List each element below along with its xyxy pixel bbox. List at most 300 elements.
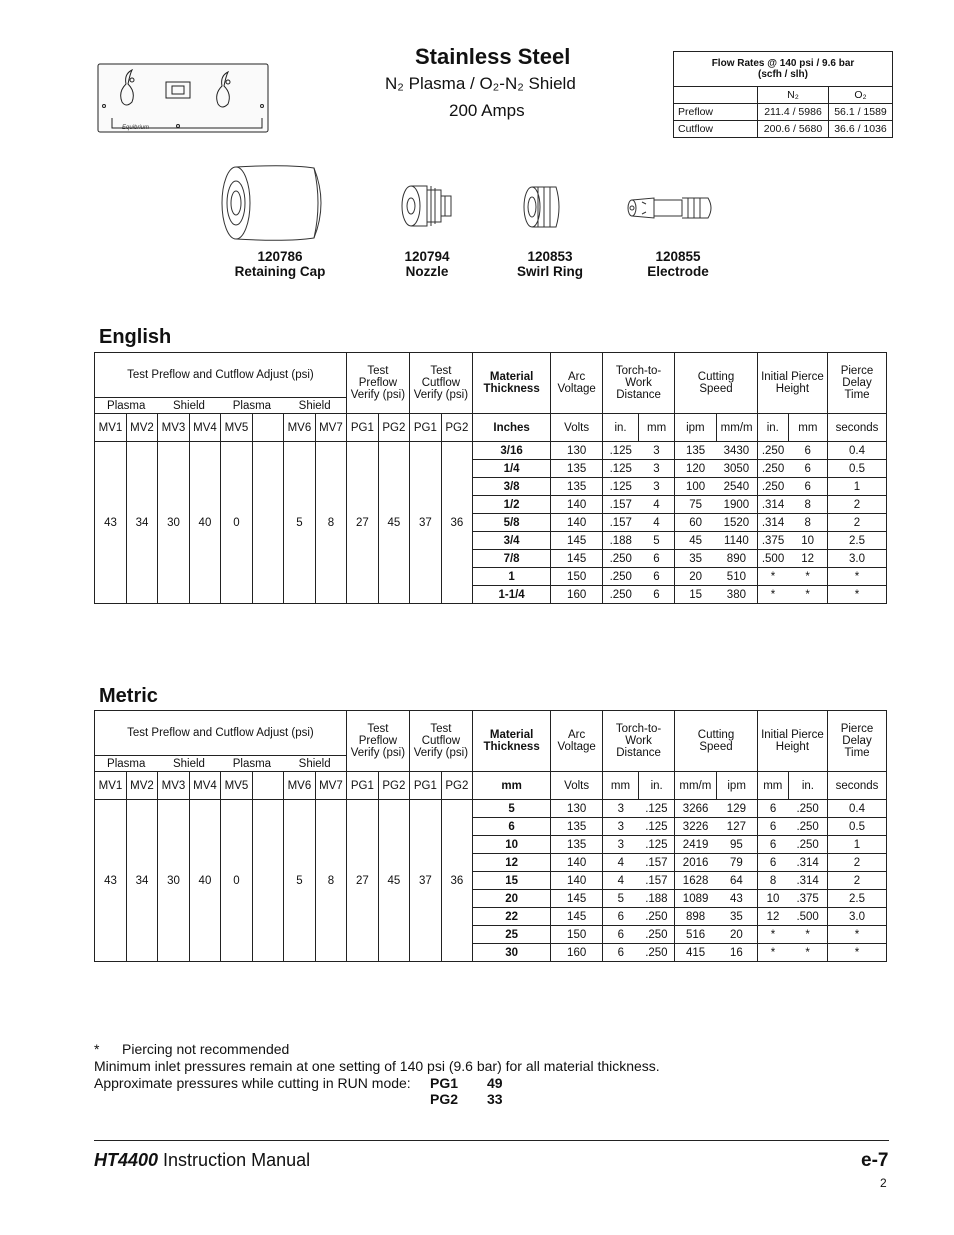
header-cutting-speed <box>675 711 758 772</box>
data-cell: 64 <box>716 872 757 890</box>
data-cell: 3/16 <box>472 442 550 460</box>
header-pg: PG1 <box>346 772 378 800</box>
flow-col-n2: N₂ <box>758 87 829 104</box>
data-cell: 8 <box>788 496 827 514</box>
setting-value <box>252 442 283 604</box>
setting-value: 0 <box>220 442 252 604</box>
data-cell: 6 <box>757 818 788 836</box>
data-cell: .125 <box>639 818 675 836</box>
data-cell: 415 <box>675 944 716 962</box>
data-cell: 3/4 <box>472 532 550 550</box>
data-cell: 1/4 <box>472 460 550 478</box>
header-torch-distance-line: Torch-to-Work <box>615 723 662 747</box>
data-cell: 0.4 <box>828 442 887 460</box>
data-cell: 1140 <box>716 532 757 550</box>
header-unit: mm <box>788 414 827 442</box>
header-group: Shield <box>157 756 220 772</box>
setting-value: 40 <box>189 442 220 604</box>
setting-value: 27 <box>346 800 378 962</box>
data-cell: * <box>828 944 887 962</box>
header-valve: MV2 <box>127 414 158 442</box>
header-valve: MV1 <box>95 414 127 442</box>
data-cell: 3/8 <box>472 478 550 496</box>
data-cell: 3226 <box>675 818 716 836</box>
header-material-line: Thickness <box>483 383 540 395</box>
data-cell: .250 <box>788 818 827 836</box>
data-cell: .375 <box>757 532 788 550</box>
header-valve: MV5 <box>220 772 252 800</box>
header-torch-distance-line: Distance <box>616 747 661 759</box>
setting-value: 40 <box>189 800 220 962</box>
setting-value: 43 <box>95 442 127 604</box>
setting-value: 5 <box>283 800 315 962</box>
flow-row-n2: 200.6 / 5680 <box>758 121 829 138</box>
data-cell: .250 <box>602 586 638 604</box>
header-pierce-height-line: Height <box>775 383 810 395</box>
data-cell: 6 <box>602 926 638 944</box>
header-arc-voltage-line: Arc <box>568 729 586 741</box>
data-cell: 12 <box>788 550 827 568</box>
english-cut-chart <box>94 352 887 604</box>
header-valve: MV3 <box>157 772 189 800</box>
part-name: Swirl Ring <box>516 264 583 279</box>
part-number: 120786 <box>257 249 303 264</box>
data-cell: 135 <box>551 836 603 854</box>
data-cell: 20 <box>675 568 716 586</box>
header-test-cutflow <box>409 353 472 414</box>
data-cell: .125 <box>639 836 675 854</box>
header-pg: PG2 <box>378 772 409 800</box>
data-cell: .375 <box>788 890 827 908</box>
part-number: 120853 <box>527 249 573 264</box>
data-cell: .250 <box>757 478 788 496</box>
data-cell: 1900 <box>716 496 757 514</box>
header-valve <box>252 772 283 800</box>
data-cell: 12 <box>472 854 550 872</box>
setting-value: 36 <box>441 800 472 962</box>
data-cell: 6 <box>757 800 788 818</box>
data-cell: .188 <box>639 890 675 908</box>
header-arc-voltage-line: Arc <box>568 371 586 383</box>
sheet-number: 2 <box>880 1176 887 1190</box>
data-cell: 135 <box>551 818 603 836</box>
data-cell: * <box>757 568 788 586</box>
data-cell: 516 <box>675 926 716 944</box>
data-cell: 1 <box>828 478 887 496</box>
setting-value: 8 <box>315 800 346 962</box>
data-cell: .125 <box>602 442 638 460</box>
data-cell: 3266 <box>675 800 716 818</box>
header-pg: PG1 <box>409 414 441 442</box>
data-cell: 145 <box>551 532 603 550</box>
part-electrode <box>628 249 728 279</box>
header-torch-distance-line: Torch-to-Work <box>615 365 662 389</box>
footer-manual: Instruction Manual <box>158 1150 311 1170</box>
data-cell: 140 <box>551 514 603 532</box>
data-cell: 3050 <box>716 460 757 478</box>
header-arc-voltage <box>551 711 603 772</box>
header-pg: PG2 <box>441 414 472 442</box>
data-cell: .157 <box>639 854 675 872</box>
data-cell: 3 <box>602 818 638 836</box>
setting-value: 0 <box>220 800 252 962</box>
header-torch-distance <box>602 711 674 772</box>
header-test-preflow-line: Test <box>367 723 389 735</box>
header-pierce-height <box>757 353 827 414</box>
header-cutting-speed <box>675 353 758 414</box>
part-name: Retaining Cap <box>234 264 326 279</box>
setting-value: 37 <box>409 800 441 962</box>
data-cell: .188 <box>602 532 638 550</box>
flow-rates-table <box>673 51 893 138</box>
header-unit: ipm <box>716 772 757 800</box>
header-unit-seconds: seconds <box>828 414 887 442</box>
header-material <box>472 711 550 772</box>
header-group: Shield <box>283 398 346 414</box>
subtitle-amps: 200 Amps <box>449 101 525 120</box>
data-cell: 45 <box>675 532 716 550</box>
data-cell: .314 <box>757 496 788 514</box>
data-cell: 100 <box>675 478 716 496</box>
data-cell: 145 <box>551 550 603 568</box>
page-title: Stainless Steel <box>415 44 571 69</box>
table-row <box>95 800 887 818</box>
data-cell: 129 <box>716 800 757 818</box>
setting-value: 34 <box>127 800 158 962</box>
data-cell: 15 <box>675 586 716 604</box>
data-cell: 16 <box>716 944 757 962</box>
setting-value: 37 <box>409 442 441 604</box>
part-name: Nozzle <box>405 264 449 279</box>
data-cell: 35 <box>716 908 757 926</box>
nozzle-drawing <box>397 180 457 232</box>
data-cell: 25 <box>472 926 550 944</box>
data-cell: 150 <box>551 568 603 586</box>
header-pg: PG2 <box>378 414 409 442</box>
data-cell: 1 <box>472 568 550 586</box>
header-pierce-delay-line: Delay <box>842 377 872 389</box>
header-valve: MV6 <box>283 414 315 442</box>
data-cell: .125 <box>602 460 638 478</box>
data-cell: 22 <box>472 908 550 926</box>
header-unit-volts: Volts <box>551 772 603 800</box>
header-valve: MV4 <box>189 772 220 800</box>
header-material-line: Thickness <box>483 741 540 753</box>
data-cell: 135 <box>551 478 603 496</box>
data-cell: .500 <box>757 550 788 568</box>
data-cell: 10 <box>757 890 788 908</box>
header-unit: in. <box>639 772 675 800</box>
data-cell: * <box>828 568 887 586</box>
data-cell: 145 <box>551 908 603 926</box>
note-pg1-label: PG1 <box>430 1075 459 1091</box>
data-cell: 898 <box>675 908 716 926</box>
data-cell: .250 <box>602 550 638 568</box>
data-cell: 5/8 <box>472 514 550 532</box>
data-cell: 3 <box>602 836 638 854</box>
header-group: Plasma <box>220 756 283 772</box>
header-pierce-delay-line: Delay <box>842 735 872 747</box>
header-test-cutflow-line: Verify (psi) <box>413 747 469 759</box>
data-cell: 3.0 <box>828 908 887 926</box>
header-pierce-delay-line: Pierce <box>840 723 874 735</box>
data-cell: 140 <box>551 496 603 514</box>
flow-row-label: Preflow <box>674 104 758 121</box>
note-piercing: Piercing not recommended <box>122 1041 290 1057</box>
setting-value: 43 <box>95 800 127 962</box>
data-cell: 20 <box>472 890 550 908</box>
setting-value: 45 <box>378 800 409 962</box>
data-cell: 160 <box>551 944 603 962</box>
flow-row-n2: 211.4 / 5986 <box>758 104 829 121</box>
header-test-preflow-line: Preflow <box>358 377 398 389</box>
data-cell: 127 <box>716 818 757 836</box>
header-test-adjust: Test Preflow and Cutflow Adjust (psi) <box>95 711 347 756</box>
data-cell: 3 <box>639 478 675 496</box>
data-cell: 160 <box>551 586 603 604</box>
data-cell: 3 <box>602 800 638 818</box>
data-cell: 0.4 <box>828 800 887 818</box>
setting-value: 30 <box>157 800 189 962</box>
note-inlet: Minimum inlet pressures remain at one setting of 140 psi (9.6 bar) for all material thickness. <box>94 1058 660 1074</box>
data-cell: 6 <box>757 836 788 854</box>
data-cell: 30 <box>472 944 550 962</box>
data-cell: 1628 <box>675 872 716 890</box>
header-valve: MV3 <box>157 414 189 442</box>
data-cell: 5 <box>602 890 638 908</box>
electrode-drawing <box>624 192 716 224</box>
data-cell: 5 <box>639 532 675 550</box>
data-cell: 4 <box>602 854 638 872</box>
data-cell: 3 <box>639 442 675 460</box>
retaining-cap-drawing <box>218 162 330 244</box>
data-cell: 75 <box>675 496 716 514</box>
subtitle-gas: N₂ Plasma / O₂-N₂ Shield <box>385 74 576 93</box>
data-cell: 135 <box>551 460 603 478</box>
data-cell: 6 <box>639 550 675 568</box>
data-cell: 2 <box>828 854 887 872</box>
header-test-preflow-line: Test <box>367 365 389 377</box>
setting-value: 5 <box>283 442 315 604</box>
header-valve <box>252 414 283 442</box>
data-cell: .250 <box>788 836 827 854</box>
header-valve: MV5 <box>220 414 252 442</box>
data-cell: .157 <box>639 872 675 890</box>
gas-console-diagram <box>92 58 274 140</box>
data-cell: 3430 <box>716 442 757 460</box>
data-cell: .125 <box>602 478 638 496</box>
header-test-cutflow-line: Test <box>430 723 452 735</box>
data-cell: 6 <box>602 944 638 962</box>
header-pierce-height-line: Initial Pierce <box>761 729 824 741</box>
data-cell: .250 <box>639 908 675 926</box>
header-pierce-height <box>757 711 827 772</box>
data-cell: * <box>788 586 827 604</box>
header-test-preflow-line: Verify (psi) <box>350 389 406 401</box>
header-group: Shield <box>283 756 346 772</box>
data-cell: 10 <box>472 836 550 854</box>
data-cell: .314 <box>788 854 827 872</box>
header-test-preflow-line: Verify (psi) <box>350 747 406 759</box>
data-cell: .314 <box>757 514 788 532</box>
data-cell: 10 <box>788 532 827 550</box>
data-cell: * <box>788 944 827 962</box>
part-nozzle <box>377 249 477 279</box>
data-cell: 8 <box>788 514 827 532</box>
data-cell: 2016 <box>675 854 716 872</box>
data-cell: 130 <box>551 800 603 818</box>
setting-value: 45 <box>378 442 409 604</box>
header-pg: PG2 <box>441 772 472 800</box>
flow-heading-2: (scfh / slh) <box>757 69 808 80</box>
data-cell: 2419 <box>675 836 716 854</box>
header-torch-distance-line: Distance <box>616 389 661 401</box>
data-cell: 2 <box>828 872 887 890</box>
data-cell: 6 <box>788 460 827 478</box>
data-cell: 2 <box>828 496 887 514</box>
header-test-preflow <box>346 353 409 414</box>
data-cell: .250 <box>602 568 638 586</box>
data-cell: 2.5 <box>828 532 887 550</box>
data-cell: * <box>788 568 827 586</box>
header-test-preflow-line: Preflow <box>358 735 398 747</box>
header-unit: in. <box>757 414 788 442</box>
header-test-cutflow <box>409 711 472 772</box>
header-pierce-delay <box>828 353 887 414</box>
header-group: Plasma <box>220 398 283 414</box>
data-cell: 130 <box>551 442 603 460</box>
data-cell: 380 <box>716 586 757 604</box>
header-pierce-delay-line: Time <box>844 389 870 401</box>
setting-value: 27 <box>346 442 378 604</box>
data-cell: 35 <box>675 550 716 568</box>
header-valve: MV7 <box>315 414 346 442</box>
note-pg1-value: 49 <box>487 1075 503 1091</box>
flow-rates-heading <box>674 52 893 87</box>
header-unit: mm <box>639 414 675 442</box>
header-pierce-delay-line: Pierce <box>840 365 874 377</box>
header-material <box>472 353 550 414</box>
header-test-cutflow-line: Test <box>430 365 452 377</box>
data-cell: 1520 <box>716 514 757 532</box>
flow-col-o2: O₂ <box>829 87 893 104</box>
header-unit: mm/m <box>675 772 716 800</box>
data-cell: 0.5 <box>828 460 887 478</box>
header-test-cutflow-line: Verify (psi) <box>413 389 469 401</box>
swirl-ring-drawing <box>520 182 566 232</box>
header-pg: PG1 <box>346 414 378 442</box>
data-cell: 20 <box>716 926 757 944</box>
header-cutting-speed-line: Cutting <box>697 371 735 383</box>
data-cell: .314 <box>788 872 827 890</box>
data-cell: 4 <box>602 872 638 890</box>
header-arc-voltage <box>551 353 603 414</box>
metric-cut-chart <box>94 710 887 962</box>
header-valve: MV2 <box>127 772 158 800</box>
header-valve: MV1 <box>95 772 127 800</box>
panel-brand: Equibrium <box>122 125 150 131</box>
data-cell: 2.5 <box>828 890 887 908</box>
part-retaining-cap <box>224 249 336 279</box>
flow-row-o2: 36.6 / 1036 <box>829 121 893 138</box>
data-cell: 145 <box>551 890 603 908</box>
setting-value: 36 <box>441 442 472 604</box>
data-cell: 4 <box>639 496 675 514</box>
header-cutting-speed-line: Speed <box>699 741 733 753</box>
flow-row-label: Cutflow <box>674 121 758 138</box>
header-unit: mm/m <box>716 414 757 442</box>
data-cell: 1/2 <box>472 496 550 514</box>
data-cell: 890 <box>716 550 757 568</box>
part-number: 120855 <box>655 249 701 264</box>
data-cell: .250 <box>788 800 827 818</box>
part-name: Electrode <box>647 264 709 279</box>
data-cell: 6 <box>602 908 638 926</box>
header-cutting-speed-line: Cutting <box>697 729 735 741</box>
header-pierce-height-line: Initial Pierce <box>761 371 824 383</box>
data-cell: 1-1/4 <box>472 586 550 604</box>
data-cell: .250 <box>639 944 675 962</box>
data-cell: 3 <box>639 460 675 478</box>
data-cell: 1 <box>828 836 887 854</box>
note-asterisk: * <box>94 1041 100 1057</box>
section-metric: Metric <box>99 685 158 707</box>
data-cell: 6 <box>639 586 675 604</box>
data-cell: * <box>788 926 827 944</box>
data-cell: * <box>757 944 788 962</box>
data-cell: 120 <box>675 460 716 478</box>
note-pg2-label: PG2 <box>430 1091 459 1107</box>
setting-value: 30 <box>157 442 189 604</box>
data-cell: 6 <box>639 568 675 586</box>
data-cell: 2540 <box>716 478 757 496</box>
flow-heading-1: Flow Rates @ 140 psi / 9.6 bar <box>711 58 855 69</box>
header-valve: MV7 <box>315 772 346 800</box>
header-arc-voltage-line: Voltage <box>557 383 596 395</box>
data-cell: 4 <box>639 514 675 532</box>
data-cell: .157 <box>602 514 638 532</box>
setting-value <box>252 800 283 962</box>
data-cell: 8 <box>757 872 788 890</box>
header-unit: in. <box>788 772 827 800</box>
header-torch-distance <box>602 353 674 414</box>
header-unit: mm <box>602 772 638 800</box>
header-cutting-speed-line: Speed <box>699 383 733 395</box>
header-pg: PG1 <box>409 772 441 800</box>
header-material-line: Material <box>489 729 534 741</box>
data-cell: * <box>828 926 887 944</box>
flow-row-o2: 56.1 / 1589 <box>829 104 893 121</box>
data-cell: 1089 <box>675 890 716 908</box>
data-cell: 79 <box>716 854 757 872</box>
setting-value: 8 <box>315 442 346 604</box>
data-cell: 6 <box>757 854 788 872</box>
header-unit-material: Inches <box>472 414 550 442</box>
data-cell: 6 <box>472 818 550 836</box>
data-cell: 140 <box>551 854 603 872</box>
header-unit-seconds: seconds <box>828 772 887 800</box>
data-cell: 135 <box>675 442 716 460</box>
header-pierce-delay <box>828 711 887 772</box>
header-group: Plasma <box>95 398 158 414</box>
note-pg2-value: 33 <box>487 1091 503 1107</box>
data-cell: .250 <box>757 460 788 478</box>
footer-brand: HT4400 <box>94 1150 159 1170</box>
data-cell: 2 <box>828 514 887 532</box>
data-cell: .250 <box>639 926 675 944</box>
header-unit-volts: Volts <box>551 414 603 442</box>
footer-rule <box>94 1140 889 1141</box>
